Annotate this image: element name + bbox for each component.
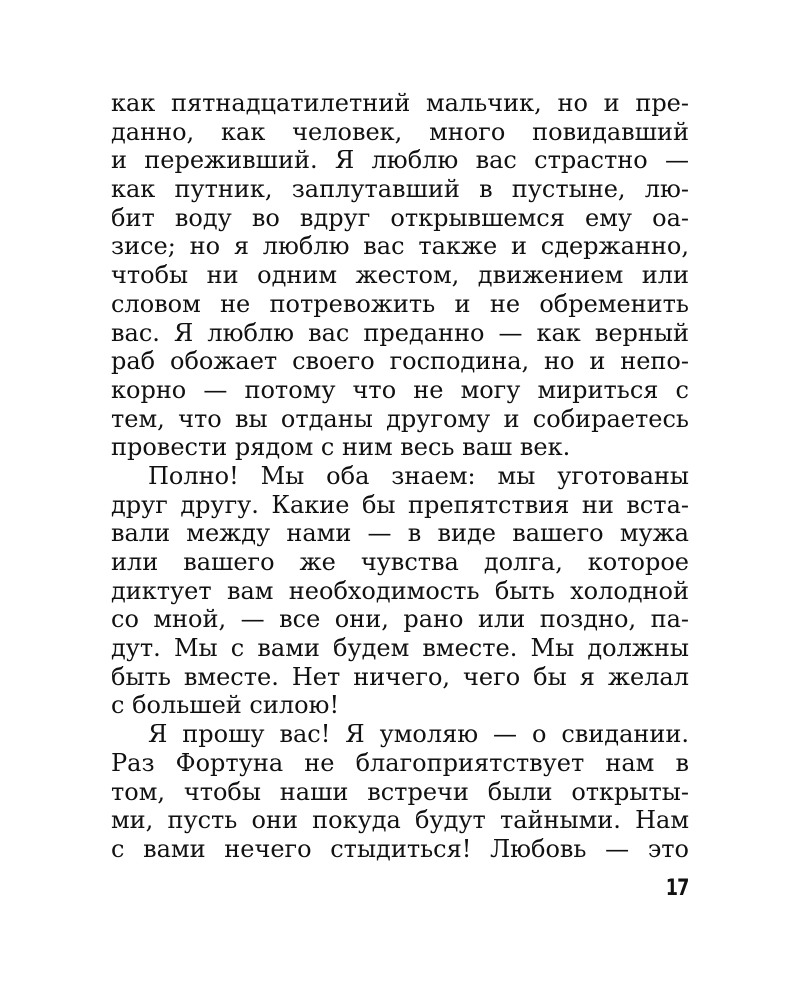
text-line: диктует вам необходимость быть холодной [111,576,689,605]
text-line: том, чтобы наши встречи были открыты- [111,777,689,806]
text-line: данно, как человек, много повидавший [111,117,689,146]
text-line: быть вместе. Нет ничего, чего бы я желал [111,662,689,691]
text-line: тем, что вы отданы другому и собираетесь [111,404,689,433]
text-line: Я прошу вас! Я умоляю — о свидании. [148,720,689,749]
text-line: чтобы ни одним жестом, движением или [111,261,689,290]
text-line: вас. Я люблю вас преданно — как верный [111,318,689,347]
text-line: бит воду во вдруг открывшемся ему оа- [111,203,689,232]
text-line: и переживший. Я люблю вас страстно — [111,146,689,175]
text-line: провести рядом с ним весь ваш век. [111,433,571,462]
text-line: раб обожает своего господина, но и непо- [111,347,689,376]
body-text [111,89,689,864]
text-line: словом не потревожить и не обременить [111,289,689,318]
text-line: с вами нечего стыдиться! Любовь — это [111,834,689,863]
text-line: вали между нами — в виде вашего мужа [111,519,689,548]
text-line: Раз Фортуна не благоприятствует нам в [111,748,689,777]
text-line: как путник, заплутавший в пустыне, лю- [111,175,689,204]
text-line: с большей силою! [111,691,340,720]
text-line: или вашего же чувства долга, которое [111,548,689,576]
text-line: Полно! Мы оба знаем: мы уготованы [148,461,689,490]
text-line: зисе; но я люблю вас также и сдержанно, [111,232,689,261]
page-number: 17 [666,876,689,901]
text-line: дут. Мы с вами будем вместе. Мы должны [111,634,689,663]
text-line: ми, пусть они покуда будут тайными. Нам [111,806,689,835]
text-line: со мной, — все они, рано или поздно, па- [111,605,689,634]
text-line: корно — потому что не могу мириться с [111,375,689,404]
text-line: друг другу. Какие бы препятствия ни вста- [111,490,689,519]
text-line: как пятнадцатилетний мальчик, но и пре- [111,89,689,117]
